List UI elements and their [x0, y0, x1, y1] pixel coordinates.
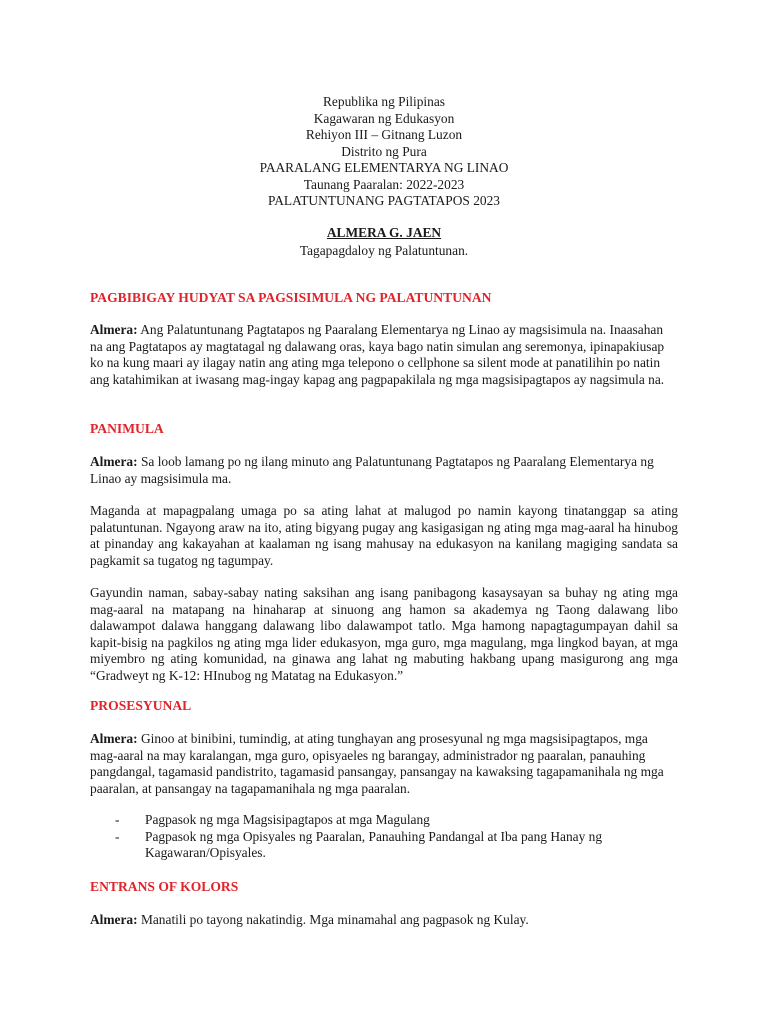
header-department: Kagawaran ng Edukasyon [313, 110, 455, 126]
speaker-label: Almera: [90, 731, 138, 746]
paragraph-text: Ginoo at binibini, tumindig, at ating tunghayan ang prosesyunal ng mga magsisipagtapos, mga mag-aaral na may karalangan, mga guro, opisyaeles ng barangay, administrador ng paaralan, panauhing pangdangal, tagamasid pandistrito, tagamasid pansangay, pansangay na kawaksing tagapamanihala ng mga paaralan, at pansangay na tagapamanihala ng mga paaralan. [90, 731, 664, 796]
header-district: Distrito ng Pura [341, 143, 427, 159]
paragraph-text: Maganda at mapagpalang umaga po sa ating lahat at malugod po namin kayong tinatanggap sa ating palatuntunan. Ngayong araw na ito, ating bigyang pugay ang kasigasigan ng ating mga mag-aaral ha hinubog at pinanday ang kakayahan at kaalaman ng isang mahusay na edukasyon na kanilang magiging sandata sa pagkamit sa tugatog ng tagumpay. [90, 503, 678, 568]
dash-bullet: - [115, 828, 120, 844]
paragraph-text: Manatili po tayong nakatindig. Mga minamahal ang pagpasok ng Kulay. [140, 912, 529, 927]
header-school-year: Taunang Paaralan: 2022-2023 [303, 176, 465, 192]
paragraph-text: Gayundin naman, sabay-sabay nating saksihan ang isang panibagong kasaysayan sa buhay ng ating mga mag-aaral na matapang na hinaharap at sinuong ang hamon sa akademya ng Taong dalawang libo dalawampot dalawa hanggang dalawang libo dalawampot tatlo. Mga hamong napagtagumpayan dahil sa kapit-bisig na pagkilos ng ating mga lider edukasyon, mga guro, mga magulang, mga lingkod bayan, at mga miyembro ng ating komunidad, na ginawa ang lahat ng mabuting hakbang upang masigurong ang mga “Gradweyt ng K-12: HInubog ng Matatag na Edukasyon.” [90, 585, 678, 683]
section-prosesyunal [90, 698, 678, 715]
section-heading: PAGBIBIGAY HUDYAT SA PAGSISIMULA NG PALATUNTUNAN [90, 290, 492, 305]
section-panimula-body [90, 454, 678, 487]
paragraph-text: Ang Palatuntunang Pagtatapos ng Paaralang Elementarya ng Linao ay magsisimula na. Inaasahan na ang Pagtatapos ay magtatagal ng dalawang oras, kaya bago natin simulan ang seremonya, ipinapakiusap ko na kung maari ay ilagay natin ang ating mga telepono o cellphone sa silent mode at panatilihin po natin ang katahimikan at iwasang mag-ingay kapag ang pagpapakilala ng mga magsisipagtapos ay nagsimula na. [90, 322, 665, 387]
list-item-text: Pagpasok ng mga Magsisipagtapos at mga Magulang [145, 812, 430, 827]
header-republic: Republika ng Pilipinas [323, 94, 445, 109]
section-entrans-body [90, 912, 678, 929]
section-panimula [90, 421, 678, 438]
section-heading: PROSESYUNAL [90, 698, 192, 713]
dash-bullet: - [115, 812, 120, 827]
list-item-text: Pagpasok ng mga Opisyales ng Paaralan, Panauhing Pandangal at Iba pang Hanay ng Kagawaran/Opisyales. [145, 828, 603, 861]
paragraph [90, 912, 678, 929]
section-heading: PANIMULA [90, 421, 164, 436]
list-item [115, 829, 635, 862]
section-entrans [90, 879, 678, 896]
section-panimula-para3 [90, 585, 678, 685]
list-item [115, 812, 635, 829]
section-prosesyunal-body [90, 731, 678, 797]
speaker-label: Almera: [90, 322, 138, 337]
speaker-label: Almera: [90, 912, 138, 927]
section-panimula-para2 [90, 503, 678, 569]
paragraph [90, 322, 678, 388]
section-hudyat-body [90, 322, 678, 388]
header-program-title: PALATUNTUNANG PAGTATAPOS 2023 [268, 193, 500, 208]
host-role: Tagapagdaloy ng Palatuntunan. [299, 243, 469, 258]
paragraph [90, 731, 678, 797]
paragraph [90, 454, 678, 487]
procession-list [115, 812, 635, 862]
section-heading: ENTRANS OF KOLORS [90, 879, 239, 894]
header-region: Rehiyon III – Gitnang Luzon [305, 127, 463, 142]
header-school: PAARALANG ELEMENTARYA NG LINAO [259, 160, 509, 175]
speaker-label: Almera: [90, 454, 138, 469]
paragraph-text: Sa loob lamang po ng ilang minuto ang Palatuntunang Pagtatapos ng Paaralang Elementarya ng Linao ay magsisimula ma. [90, 454, 654, 486]
host-name: ALMERA G. JAEN [326, 225, 442, 240]
section-hudyat [90, 290, 678, 307]
document-header [0, 94, 768, 210]
